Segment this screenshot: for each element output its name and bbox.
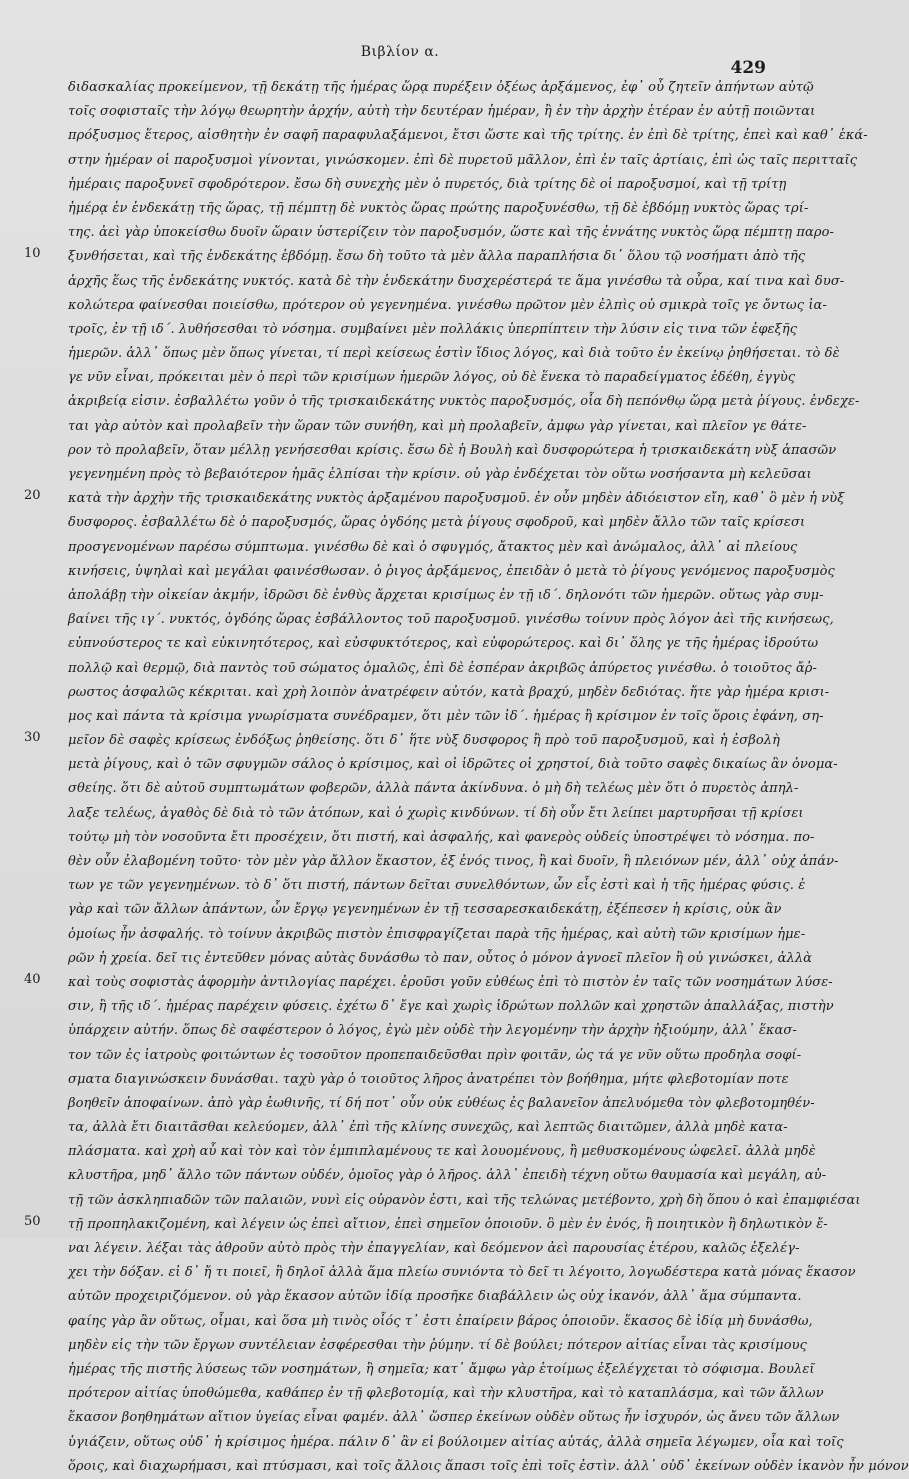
- text-line: δυσφορος. ἐσβαλλέτω δὲ ὁ παροξυσμός, ὥρας ὀγδόης μετὰ ῥίγους σφοδροῦ, καὶ μηδὲν ἄλλο τῶν ταῖς κρίσεσι: [68, 515, 806, 531]
- text-line: ὑγιάζειν, οὕτως οὐδ᾽ ἡ κρίσιμος ἡμέρα. πάλιν δ᾽ ἂν εἰ βούλοιμεν αἰτίας αὐτάς, ἀλλὰ σημεῖα λέγωμεν, οἷα καὶ τοῖς: [68, 1434, 844, 1450]
- text-line: ἀρχῆς ἕως τῆς ἑνδεκάτης νυκτός. κατὰ δὲ τὴν ἑνδεκάτην δυσχερέστερά τε ἅμα γινέσθω τὰ οὖρα, καί τινα καὶ δυσ-: [68, 273, 845, 289]
- text-line: ὑπάρχειν αὐτήν. ὅπως δὲ σαφέστερον ὁ λόγος, ἐγὼ μὲν οὐδὲ τὴν λεγομένην τὴν ἀρχὴν ἠξιούμην, ἀλλ᾽ ἕκασ-: [68, 1023, 797, 1039]
- text-line: διδασκαλίας προκείμενον, τῇ δεκάτῃ τῆς ἡμέρας ὥρᾳ πυρέξειν ὀξέως ἀρξάμενος, ἐφ᾽ οὗ ζητεῖν ἀπήντων αὐτῷ: [68, 80, 814, 95]
- text-line: αὐτῶν προχειριζόμενον. οὐ γὰρ ἕκασον αὐτῶν ἰδίᾳ προσῆκε διαβάλλειν ὡς οὐχ ἱκανόν, ἀλλ᾽ ἅμα σύμπαντα.: [68, 1289, 802, 1305]
- text-line: σματα διαγινώσκειν δυνάσθαι. ταχὺ γὰρ ὁ τοιοῦτος λῆρος ἀνατρέπει τὸν βοήθημα, μήτε φλεβοτομίαν ποτε: [68, 1071, 789, 1087]
- text-line: σιν, ἢ τῆς ιδ΄. ἡμέρας παρέχειν φύσεις. ἐχέτω δ᾽ ἔγε καὶ χωρὶς ἱδρώτων πολλῶν καὶ χρηστῶν ἀπαλλάξας, πιστὴν: [68, 999, 834, 1015]
- text-line: ἀκριβείᾳ εἰσιν. ἐσβαλλέτω γοῦν ὁ τῆς τρισκαιδεκάτης νυκτὸς παροξυσμός, οἷα δὴ πεπόνθῳ ὥρᾳ μετὰ ῥίγους. ἐνδεχε-: [68, 394, 860, 410]
- text-line: μεῖον δὲ σαφὲς κρίσεως ἐνδόξως ῥηθείσης. ὅτι δ᾽ ἥτε νὺξ δυσφορος ἢ πρὸ τοῦ παροξυσμοῦ, καὶ ἡ ἐσβολὴ: [68, 733, 780, 749]
- text-line: καὶ τοὺς σοφιστὰς ἀφορμὴν ἀντιλογίας παρέχει. ἐροῦσι γοῦν εὐθέως ἐπὶ τὸ πιστὸν ἐν ταῖς τῶν νοσημάτων λύσε-: [68, 974, 833, 990]
- text-line: φαίης γὰρ ἂν οὕτως, οἶμαι, καὶ ὅσα μὴ τινὸς οἷός τ᾽ ἐστι ἐπαίρειν βάρος ὁποιοῦν. ἕκασος δὲ ἰδίᾳ μὴ δυνάσθω,: [68, 1313, 813, 1329]
- text-line: των γε τῶν γεγενημένων. τὸ δ᾽ ὅτι πιστή, πάντων δεῖται συνελθόντων, ὧν εἷς ἐστὶ καὶ ἡ τῆς ἡμέρας φύσις. ἐ: [68, 878, 806, 894]
- text-line: πρότερον αἰτίας ὑποθώμεθα, καθάπερ ἐν τῇ φλεβοτομίᾳ, καὶ τὴν κλυστῆρα, καὶ τὸ καταπλάσμα, καὶ τῶν ἄλλων: [68, 1386, 824, 1402]
- text-line: ναι λέγειν. λέξαι τὰς ἀθροῦν αὐτὸ πρὸς τὴν ἐπαγγελίαν, καὶ δεόμενον ἀεὶ παρουσίας ἑτέρου, καλῶς ἐξελέγ-: [68, 1241, 800, 1256]
- text-line: ὅροις, καὶ διαχωρήμασι, καὶ πτύσμασι, καὶ τοῖς ἄλλοις ἅπασι τοῖς ἐπὶ τοῖς ἐστὶν. ἀλλ᾽ οὐδ᾽ ἐκείνων οὐδὲν ἱκανὸν ἦν μόνον: [68, 1458, 909, 1474]
- text-line: ὁμοίως ἦν ἀσφαλής. τὸ τοίνυν ἀκριβῶς πιστὸν ἐπισφραγίζεται παρὰ τῆς ἡμέρας, καὶ αὐτὴ τῶν κρισίμων ἡμε-: [68, 926, 806, 942]
- text-line: πλάσματα. καὶ χρὴ αὖ καὶ τὸν καὶ τὸν ἐμπιπλαμένους τε καὶ λουομένους, ἢ μεθυσκομένους ὠφελεῖ. ἀλλὰ μηδὲ: [68, 1144, 816, 1160]
- text-line: τούτῳ μὴ τὸν νοσοῦντα ἔτι προσέχειν, ὅτι πιστή, καὶ ἀσφαλής, καὶ φανερὸς οὐδείς ὑποστρέψει τὸ νόσημα. πο-: [68, 829, 815, 845]
- text-line: ἕκασον βοηθημάτων αἴτιον ὑγείας εἶναι φαμέν. ἀλλ᾽ ὥσπερ ἐκείνων οὐδὲν οὕτως ἦν ἰσχυρόν, ὡς ἄνευ τῶν ἄλλων: [68, 1410, 840, 1426]
- text-line: γὰρ καὶ τῶν ἄλλων ἁπάντων, ὧν ἔργῳ γεγενημένων ἐν τῇ τεσσαρεσκαιδεκάτῃ, ἐξέπεσεν ἡ κρίσις, οὐκ ἂν: [68, 902, 782, 918]
- text-line: εὐπνούστερος τε καὶ εὐκινητότερος, καὶ εὐσφυκτότερος, καὶ εὐφορώτερος. καὶ δι᾽ ὅλης γε τῆς ἡμέρας ἱδρούτω: [68, 636, 819, 652]
- text-line: ἡμέραις παροξυνεῖ σφοδρότερον. ἔσω δὴ συνεχὴς μὲν ὁ πυρετός, διὰ τρίτης δὲ οἱ παροξυσμοί, καὶ τῇ τρίτῃ: [68, 176, 787, 192]
- body-text: [68, 76, 909, 1474]
- page-number: 429: [730, 58, 766, 78]
- line-number-30: 30: [24, 730, 41, 745]
- text-line: μος καὶ πάντα τὰ κρίσιμα γνωρίσματα συνέδραμεν, ὅτι μὲν τῶν ἰδ΄. ἡμέρας ἢ κρίσιμον ἐν τοῖς ὅροις ἐφάνη, ση-: [68, 708, 824, 724]
- line-number-40: 40: [24, 972, 41, 987]
- text-line: λαξε τελέως, ἀγαθὸς δὲ διὰ τὸ τῶν ἀτόπων, καὶ ὁ χωρὶς κινδύνων. τί δὴ οὖν ἔτι λείπει μαρτυρῆσαι τῇ κρίσει: [68, 805, 804, 821]
- line-number-20: 20: [24, 488, 41, 503]
- text-line: ἡμερῶν. ἀλλ᾽ ὅπως μὲν ὅπως γίνεται, τί περὶ κείσεως ἐστὶν ἴδιος λόγος, καὶ διὰ τοῦτο ἐν ἐκείνῳ ῥηθήσεται. τὸ δὲ: [68, 346, 840, 362]
- text-line: βαίνει τῆς ιγ΄. νυκτός, ὀγδόης ὥρας ἐσβάλλοντος τοῦ παροξυσμοῦ. γινέσθω τοίνυν πρὸς λόγον ἀεὶ τῆς κινήσεως,: [68, 612, 834, 628]
- text-line: τῇ τῶν ἀσκληπιαδῶν τῶν παλαιῶν, νυνὶ εἰς οὐρανὸν ἐστι, καὶ τῆς τελώνας μετέβοντο, χρὴ δὴ ὅπου ὁ καὶ ἐπαμφιέσαι: [68, 1192, 861, 1208]
- text-line: ρωστος ἀσφαλῶς κέκριται. καὶ χρὴ λοιπὸν ἀνατρέφειν αὐτόν, κατὰ βραχύ, μηδὲν δεδιότας. ἤτε γὰρ ἡμέρα κρισι-: [68, 684, 830, 700]
- text-line: ται γὰρ αὐτὸν καὶ προλαβεῖν τὴν ὥραν τῶν συνήθη, καὶ μὴ προλαβεῖν, ἀμφω γὰρ γίνεται, καὶ πλεῖον γε θάτε-: [68, 418, 807, 434]
- text-line: χει τὴν δόξαν. εἰ δ᾽ ἤ τι ποιεῖ, ἢ δηλοῖ ἀλλὰ ἅμα πλείω συνιόντα τὸ δεῖ τι λέγοιτο, λογωδέστερα κατὰ μόνας ἕκασον: [68, 1265, 856, 1281]
- text-line: θὲν οὖν ἐλαβομένη τοῦτο· τὸν μὲν γὰρ ἄλλον ἕκαστον, ἐξ ἐνός τινος, ἢ καὶ δυοῖν, ἢ πλειόνων μέν, ἀλλ᾽ οὐχ ἁπάν-: [68, 854, 839, 869]
- text-line: μετὰ ῥίγους, καὶ ὁ τῶν σφυγμῶν σάλος ὁ κρίσιμος, καὶ οἱ ἱδρῶτες οἱ χρηστοί, διὰ τοῦτο σαφὲς δικαίως ἂν ὀνομα-: [68, 757, 838, 773]
- text-line: βοηθεῖν ἀποφαίνων. ἀπὸ γὰρ ἑωθινῆς, τί δή ποτ᾽ οὖν οὐκ εὐθέως ἐς βαλανεῖον ἀπελυόμεθα τὸν φλεβοτομηθέν-: [68, 1095, 815, 1111]
- text-line: τῇ προπηλακιζομένη, καὶ λέγειν ὡς ἐπεὶ αἴτιον, ἐπεὶ σημεῖον ὁποιοῦν. ὃ μὲν ἐν ἐνός, ἢ ποιητικὸν ἢ δηλωτικὸν ἔ-: [68, 1216, 828, 1232]
- text-line: τροῖς, ἐν τῇ ιδ΄. λυθήσεσθαι τὸ νόσημα. συμβαίνει μὲν πολλάκις ὑπερπίπτειν τὴν λύσιν εἰς τινα τῶν ἐφεξῆς: [68, 321, 798, 337]
- running-head: Βιβλίον α.: [360, 44, 440, 60]
- text-line: ρῶν ἡ χρεία. δεῖ τις ἐντεῦθεν μόνας αὐτὰς δυνάσθω τὸ παν, οὗτος ὁ μόνον ἀγνοεῖ πλεῖον ἢ οὐ γινώσκει, ἀλλὰ: [68, 950, 813, 966]
- text-line: σθείης. ὅτι δὲ αὐτοῦ συμπτωμάτων φοβερῶν, ἀλλὰ πάντα ἀκίνδυνα. ὁ μὴ δὴ τελέως μὲν ὅτι ὁ πυρετὸς ἀπηλ-: [68, 781, 799, 797]
- text-line: ρον τὸ προλαβεῖν, ὅταν μέλλῃ γενήσεσθαι κρίσις. ἔσω δὲ ἡ Βουλὴ καὶ δυσφορώτερα ἡ τρισκαιδεκάτη νὺξ ἁπασῶν: [68, 442, 837, 458]
- text-line: πρόξυσμος ἕτερος, αἰσθητὴν ἐν σαφῆ παραφυλαξάμενοι, ἔτσι ὥστε καὶ τῆς τρίτης. ἐν ἐπὶ δὲ τρίτης, ἐπεὶ καὶ καθ᾽ ἑκά-: [68, 128, 868, 144]
- line-number-50: 50: [24, 1214, 41, 1229]
- text-line: γε νῦν εἶναι, πρόκειται μὲν ὁ περὶ τῶν κρισίμων ἡμερῶν λόγος, οὐ δὲ ἕνεκα τὸ παραδείγματος ἐδέθη, ἐγγὺς: [68, 370, 796, 386]
- text-line: γεγενημένη πρὸς τὸ βεβαιότερον ἡμᾶς ἐλπίσαι τὴν κρίσιν. οὐ γὰρ ἐνδέχεται τὸν οὕτω νοσήσαντα μὴ κελεῦσαι: [68, 467, 812, 482]
- text-line: μηδὲν εἰς τὴν τῶν ἔργων συντέλειαν ἐσφέρεσθαι τὴν ῥύμην. τί δὲ βούλει; πότερον αἰτίας εἶναι τὰς κρισίμους: [68, 1337, 808, 1353]
- text-line: ἀπολάβῃ τὴν οἰκείαν ἀκμήν, ἱδρῶσι δὲ ἐνθὺς ἄρχεται κρισίμως ἐν τῇ ιδ΄. δηλονότι τῶν ἡμερῶν. οὕτως γὰρ συμ-: [68, 587, 824, 603]
- text-line: ἡμέρας τῆς πιστῆς λύσεως τῶν νοσημάτων, ἢ σημεῖα; κατ᾽ ἄμφω γὰρ ἑτοίμως ἐξελέγχεται τὸ σόφισμα. Βουλεῖ: [68, 1361, 815, 1377]
- text-line: στην ἡμέραν οἱ παροξυσμοὶ γίνονται, γινώσκομεν. ἐπὶ δὲ πυρετοῦ μᾶλλον, ἐπὶ ἐν ταῖς ἀρτίαις, ἐπὶ ὡς ταῖς περιτταῖς: [68, 152, 858, 168]
- text-line: κολώτερα φαίνεσθαι ποιείσθω, πρότερον οὐ γεγενημένα. γινέσθω πρῶτον μὲν ἐλπὶς οὐ σμικρὰ τοῖς γε ὄντως ἰα-: [68, 297, 827, 313]
- text-line: τοῖς σοφισταῖς τὴν λόγῳ θεωρητὴν ἀρχήν, αὐτὴ τὴν δευτέραν ἡμέραν, ἢ ἐν τὴν ἀρχὴν ἑτέραν ἐν αὐτῇ ποιῶνται: [68, 104, 816, 120]
- text-line: τα, ἀλλὰ ἔτι διαιτᾶσθαι κελεύομεν, ἀλλ᾽ ἐπὶ τῆς κλίνης συνεχῶς, καὶ λεπτῶς διαιτῶμεν, ἀλλὰ μηδὲ κατα-: [68, 1120, 788, 1136]
- text-line: τον τῶν ἐς ἰατροὺς φοιτώντων ἐς τοσοῦτον προπεπαιδεῦσθαι πρὶν φοιτᾶν, ὡς τά γε νῦν οὕτω προδηλα σοφί-: [68, 1047, 802, 1063]
- text-line: προσγενομένων παρέσω σύμπτωμα. γινέσθω δὲ καὶ ὁ σφυγμός, ἄτακτος μὲν καὶ ἀνώμαλος, ἀλλ᾽ αἱ πλείους: [68, 539, 798, 555]
- text-line: κινήσεις, ὑψηλαὶ καὶ μεγάλαι φαινέσθωσαν. ὁ ῥιγος ἀρξάμενος, ἐπειδὰν ὁ μετὰ τὸ ῥίγους γενόμενος παροξυσμὸς: [68, 563, 835, 579]
- text-line: κατὰ τὴν ἀρχὴν τῆς τρισκαιδεκάτης νυκτὸς ἀρξαμένου παροξυσμοῦ. ἐν οὖν μηδὲν ἀδιόειστον εἴη, καθ᾽ ὃ μὲν ἡ νὺξ: [68, 491, 845, 507]
- text-line: ἡμέρᾳ ἐν ἑνδεκάτῃ τῆς ὥρας, τῇ πέμπτῃ δὲ νυκτὸς ὥρας πρώτης παροξυνέσθω, τῇ δὲ ἑβδόμῃ νυκτὸς ὥρας τρί-: [68, 200, 809, 216]
- text-line: κλυστῆρα, μηδ᾽ ἄλλο τῶν πάντων οὐδέν, ὁμοῖος γὰρ ὁ λῆρος. ἀλλ᾽ ἐπειδὴ τέχνη οὕτω θαυμασία καὶ μεγάλη, αὐ-: [68, 1168, 827, 1184]
- text-line: της. ἀεὶ γὰρ ὑποκείσθω δυοῖν ὥραιν ὑστερίζειν τὸν παροξυσμόν, ὥστε καὶ τῆς ἐννάτης νυκτὸς ὥρᾳ πέμπτῃ παρο-: [68, 225, 835, 241]
- text-line: πολλῷ καὶ θερμῷ, διὰ παντὸς τοῦ σώματος ὁμαλῶς, ἐπὶ δὲ ἑσπέραν ἀκριβῶς ἀπύρετος γινέσθω. ὁ τοιοῦτος ἄῤ-: [68, 660, 818, 676]
- text-line: ξυνθήσεται, καὶ τῆς ἑνδεκάτης ἑβδόμῃ. ἔσω δὴ τοῦτο τὰ μὲν ἄλλα παραπλήσια δι᾽ ὅλου τῷ νοσήματι ἀπὸ τῆς: [68, 249, 806, 265]
- line-number-10: 10: [24, 246, 41, 261]
